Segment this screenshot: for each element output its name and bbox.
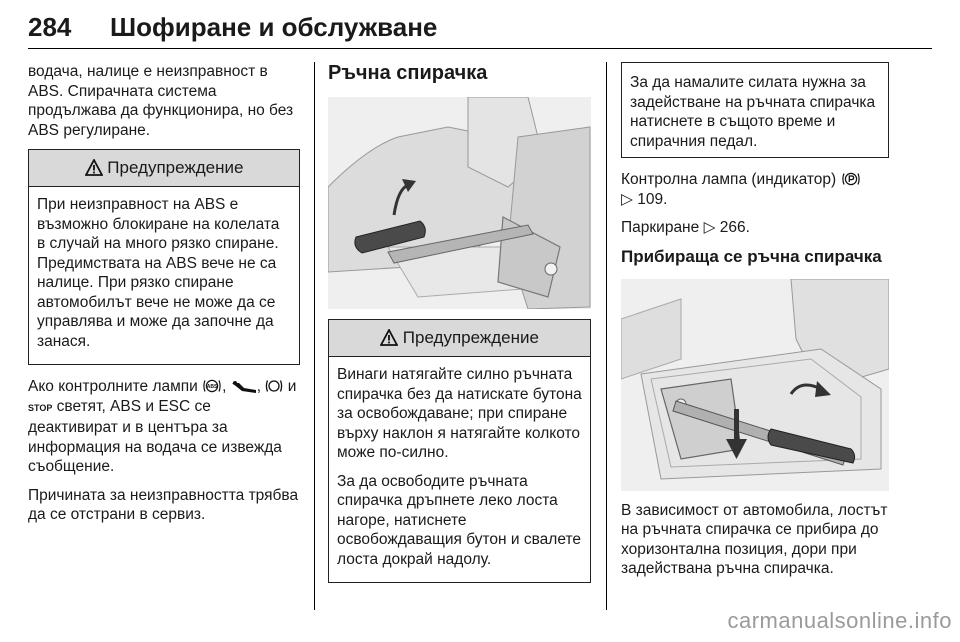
stop-icon: STOP <box>28 402 53 413</box>
parking-reference-text: Паркиране <box>621 219 700 236</box>
page-ref-arrow-icon: ▷ <box>621 190 633 208</box>
column-divider-1 <box>314 62 315 610</box>
section-heading-handbrake: Ръчна спирачка <box>328 62 488 84</box>
warning-header <box>29 150 299 187</box>
watermark: carmanualsonline.info <box>727 608 952 633</box>
lamps-paragraph: Ако контролните лампи ABS , , и STOP светят, ABS и ESC се деактивират и в центъра за информация на водача се извежда съобщение. <box>28 378 297 475</box>
retractable-handbrake-illustration <box>621 279 889 491</box>
subheading-retractable: Прибираща се ръчна спирачка <box>621 246 882 266</box>
brake-system-icon <box>265 378 283 394</box>
warning-body <box>29 187 299 364</box>
page-ref-arrow-icon: ▷ <box>703 219 716 236</box>
warning-header <box>329 320 590 357</box>
lamps-text-2: и <box>287 378 297 395</box>
lamps-text-3: светят, ABS и ESC се деактивират и в центъра за информация на водача се извежда съобщение. <box>28 397 282 475</box>
warning-text-2: За да освободите ръчната спирачка дръпнете леко лоста нагоре, натиснете освобождаващия бутон и свалете лоста докрай надолу. <box>337 472 581 568</box>
lamps-text-1: Ако контролните лампи <box>28 378 198 395</box>
intro-text: водача, налице е неизправност в ABS. Спирачната система продължава да функционира, но без ABS регулиране. <box>28 63 294 139</box>
chapter-title: Шофиране и обслужване <box>110 12 438 42</box>
page-number: 284 <box>28 12 72 42</box>
note-box <box>621 62 889 158</box>
abs-lamp-icon <box>202 378 222 394</box>
column-3 <box>621 62 889 588</box>
warning-title: Предупреждение <box>107 158 244 177</box>
lamp-reference-page: 109. <box>637 190 668 208</box>
warning-text-1: Винаги натягайте силно ръчната спирачка без да натискате бутона за освобождаване; при спиране върху наклон я натягайте колкото може по-силно. <box>337 366 582 461</box>
lamp-reference <box>621 170 889 209</box>
abs-lamp-label: ABS <box>206 383 218 390</box>
warning-title: Предупреждение <box>402 328 539 347</box>
handbrake-illustration <box>328 97 591 309</box>
warning-box-abs <box>28 149 300 365</box>
column-1 <box>28 62 300 534</box>
warning-box-handbrake <box>328 319 591 583</box>
warning-text: При неизправност на ABS е възможно блокиране на колелата в случай на много рязко спиране. Предимствата на ABS вече не са налице. При рязко спиране автомобилът вече не може да се управлява и може да започне да занася. <box>37 196 280 350</box>
warning-triangle-icon <box>380 329 398 346</box>
cause-text: Причината за неизправността трябва да се отстрани в сервиз. <box>28 486 299 523</box>
note-text: За да намалите силата нужна за задействане на ръчната спирачка натиснете в същото време и спирачния педал. <box>630 74 876 150</box>
parking-reference <box>621 218 889 238</box>
warning-triangle-icon <box>85 159 103 176</box>
parking-reference-page: 266. <box>719 219 750 236</box>
page-header <box>28 8 932 49</box>
column-2 <box>328 62 591 595</box>
column-divider-2 <box>606 62 607 610</box>
parking-brake-lamp-icon <box>841 171 861 187</box>
lamp-reference-text: Контролна лампа (индикатор) <box>621 171 837 188</box>
retractable-description: В зависимост от автомобила, лостът на ръчната спирачка се прибира до хоризонтална позиция, дори при задействана ръчна спирачка. <box>621 501 888 577</box>
warning-body <box>329 357 590 582</box>
steering-fault-icon <box>231 380 257 394</box>
